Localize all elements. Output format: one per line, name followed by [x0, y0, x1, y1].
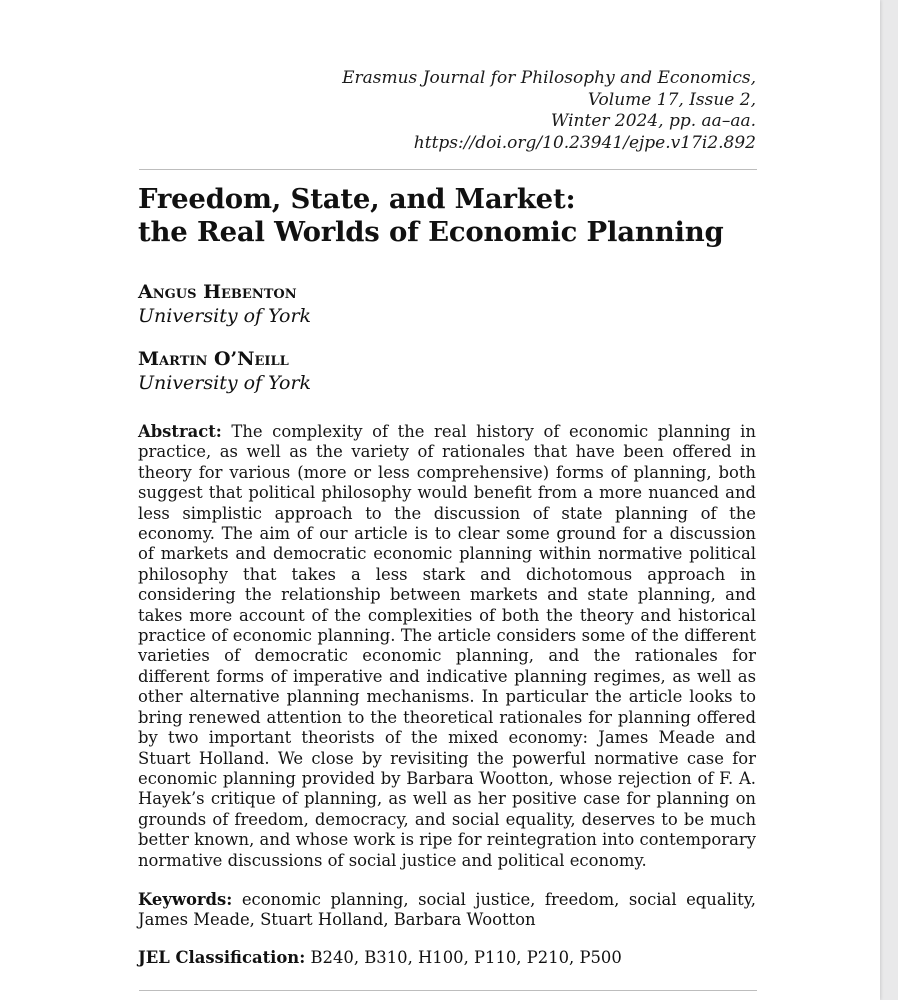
journal-citation: [342, 68, 756, 154]
keywords: [138, 890, 756, 931]
jel-codes: B240, B310, H100, P110, P210, P500: [310, 948, 622, 967]
author-block: [138, 347, 311, 395]
abstract-label: Abstract:: [138, 422, 222, 441]
author-block: [138, 280, 311, 328]
header-divider: [139, 169, 757, 170]
jel-classification: [138, 948, 622, 968]
keywords-label: Keywords:: [138, 890, 233, 909]
journal-name: Erasmus Journal for Philosophy and Economics,: [342, 68, 756, 88]
jel-label: JEL Classification:: [138, 948, 306, 967]
paper-title: [138, 183, 724, 249]
footer-divider: [139, 990, 757, 991]
author-affiliation: University of York: [138, 305, 312, 327]
author-affiliation: University of York: [138, 372, 312, 394]
abstract-text: The complexity of the real history of economic planning in practice, as well as the variety of rationales that have been offered in theory for various (more or less comprehensive) forms of planning, both suggest that political philosophy would benefit from a more nuanced and less simplistic approach to the discussion of state planning of the economy. The aim of our article is to clear some ground for a discussion of markets and democratic economic planning within normative political philosophy that takes a less stark and dichotomous approach in considering the relationship between markets and state planning, and takes more account of the complexities of both the theory and historical practice of economic planning. The article considers some of the different varieties of democratic economic planning, and the rationales for different forms of imperative and indicative planning regimes, as well as other alternative planning mechanisms. In particular the article looks to bring renewed attention to the theoretical rationales for planning offered by two important theorists of the mixed economy: James Meade and Stuart Holland. We close by revisiting the powerful normative case for economic planning provided by Barbara Wootton, whose rejection of F. A. Hayek’s critique of planning, as well as her positive case for planning on grounds of freedom, democracy, and social equality, deserves to be much better known, and whose work is ripe for reintegration into contemporary normative discussions of social justice and political economy.: [138, 422, 756, 870]
author-name: Angus Hebenton: [138, 281, 297, 303]
journal-volume-issue: Volume 17, Issue 2,: [587, 89, 756, 110]
title-line-1: Freedom, State, and Market:: [138, 183, 576, 215]
title-line-2: the Real Worlds of Economic Planning: [138, 216, 724, 248]
author-name: Martin O’Neill: [138, 348, 289, 370]
journal-date-pages: Winter 2024, pp. aa–aa.: [550, 111, 756, 131]
journal-doi-link[interactable]: https://doi.org/10.23941/ejpe.v17i2.892: [413, 132, 756, 153]
abstract: [138, 422, 756, 871]
keywords-text: economic planning, social justice, freedom, social equality, James Meade, Stuart Holland, Barbara Wootton: [138, 890, 756, 930]
